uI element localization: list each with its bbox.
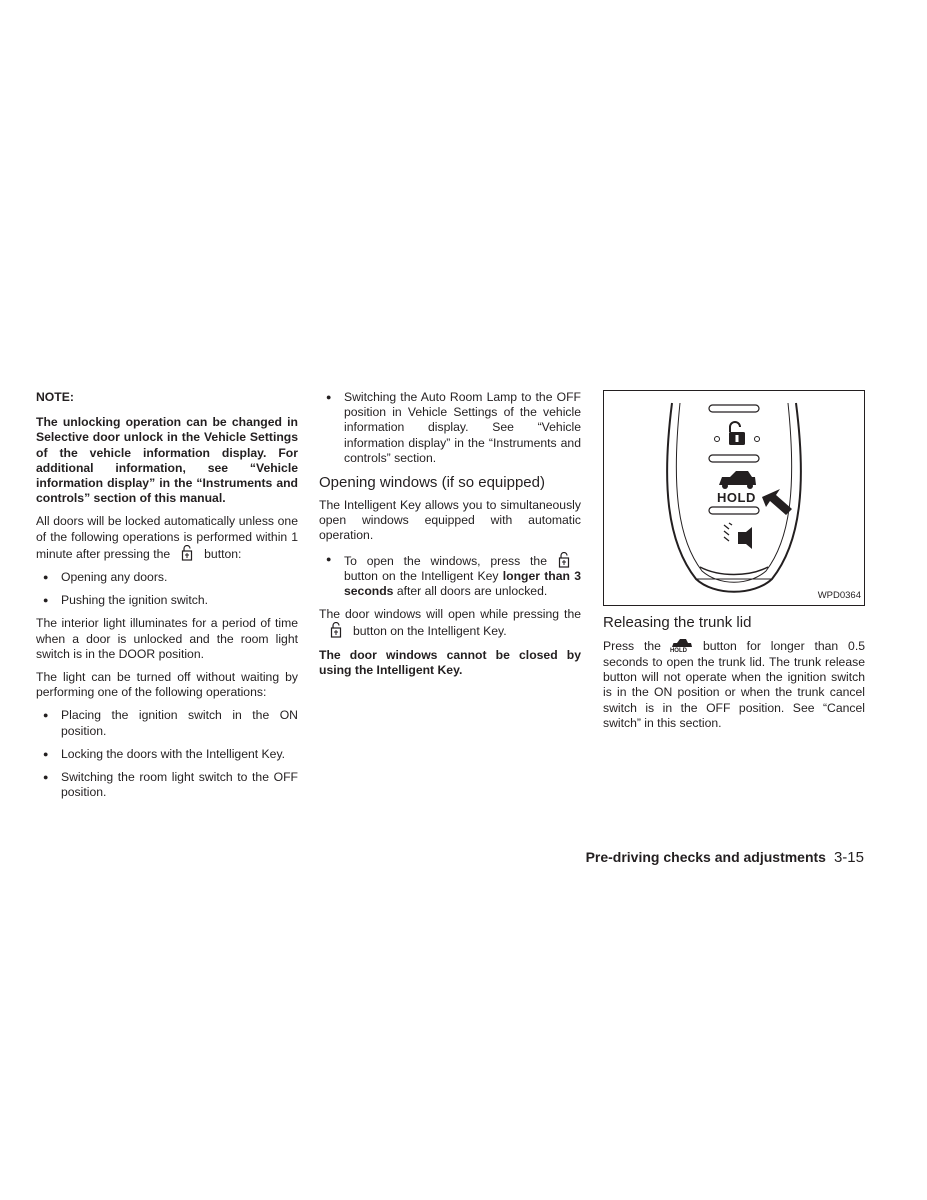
hold-label: HOLD bbox=[717, 490, 756, 505]
list-item: ● Opening any doors. bbox=[36, 570, 298, 585]
windows-list bbox=[319, 552, 581, 600]
light-off-list bbox=[36, 708, 298, 800]
auto-lock-text: All doors will be locked automatically unless one of the following operations is performed within 1 minute after pressing the bbox=[36, 514, 298, 561]
auto-lock-paragraph bbox=[36, 514, 298, 562]
figure-id: WPD0364 bbox=[817, 589, 861, 601]
paragraph-text: button for longer than 0.5 seconds to open the trunk lid. The trunk release button will not operate when the ignition switch is in the ON position or when the trunk cancel switch is in the OFF position. See “Cancel switch” in this section. bbox=[603, 639, 865, 730]
note-label: NOTE: bbox=[36, 390, 74, 404]
windows-intro-paragraph: The Intelligent Key allows you to simultaneously open windows equipped with automatic operation. bbox=[319, 498, 581, 543]
paragraph-text: Press the bbox=[603, 639, 661, 653]
intelligent-key-figure bbox=[603, 390, 865, 606]
unlock-key-icon bbox=[180, 545, 194, 561]
list-item: ● Placing the ignition switch in the ON position. bbox=[36, 708, 298, 738]
windows-warning: The door windows cannot be closed by using the Intelligent Key. bbox=[319, 647, 581, 677]
interior-light-paragraph: The interior light illuminates for a period of time when a door is unlocked and the room light switch is in the DOOR position. bbox=[36, 616, 298, 661]
list-item: ● Pushing the ignition switch. bbox=[36, 593, 298, 608]
bullet-text: To open the windows, press the bbox=[344, 553, 547, 568]
middle-column bbox=[319, 390, 581, 686]
bullet-emphasis: longer than 3 seconds bbox=[344, 568, 581, 599]
section-heading-windows: Opening windows (if so equipped) bbox=[319, 474, 545, 492]
section-heading-trunk: Releasing the trunk lid bbox=[603, 614, 752, 631]
bullet-text: after all doors are unlocked. bbox=[396, 584, 548, 599]
lock-conditions-list bbox=[36, 570, 298, 608]
left-column bbox=[36, 390, 298, 808]
room-lamp-list bbox=[319, 390, 581, 466]
note-text: The unlocking operation can be changed in Selective door unlock in the Vehicle Settings of the vehicle information display. For additional information, see “Vehicle information display” in the “Instruments and controls” section of this manual. bbox=[36, 415, 298, 506]
list-item bbox=[319, 552, 581, 600]
list-item: ● Switching the Auto Room Lamp to the OFF position in Vehicle Settings of the vehicle information display. See “Vehicle information display” in the “Instruments and controls” section. bbox=[319, 390, 581, 466]
unlock-key-icon bbox=[329, 622, 343, 638]
windows-open-paragraph bbox=[319, 607, 581, 639]
trunk-paragraph bbox=[603, 638, 865, 731]
bullet-text: button on the Intelligent Key bbox=[344, 568, 499, 583]
list-item: ● Switching the room light switch to the OFF position. bbox=[36, 770, 298, 800]
page-number: 3-15 bbox=[833, 849, 864, 866]
section-title: Pre-driving checks and adjustments bbox=[585, 849, 826, 865]
light-off-paragraph: The light can be turned off without waiting by performing one of the following operations: bbox=[36, 670, 298, 700]
trunk-hold-icon-label: HOLD bbox=[669, 648, 687, 654]
list-item: ● Locking the doors with the Intelligent Key. bbox=[36, 747, 298, 762]
paragraph-text: The door windows will open while pressing the bbox=[319, 607, 581, 622]
trunk-hold-icon bbox=[667, 638, 697, 655]
page-footer bbox=[480, 849, 864, 866]
paragraph-text: button on the Intelligent Key. bbox=[353, 624, 507, 639]
right-column bbox=[603, 390, 865, 739]
auto-lock-text-end: button: bbox=[204, 546, 242, 561]
unlock-key-icon bbox=[557, 552, 571, 568]
